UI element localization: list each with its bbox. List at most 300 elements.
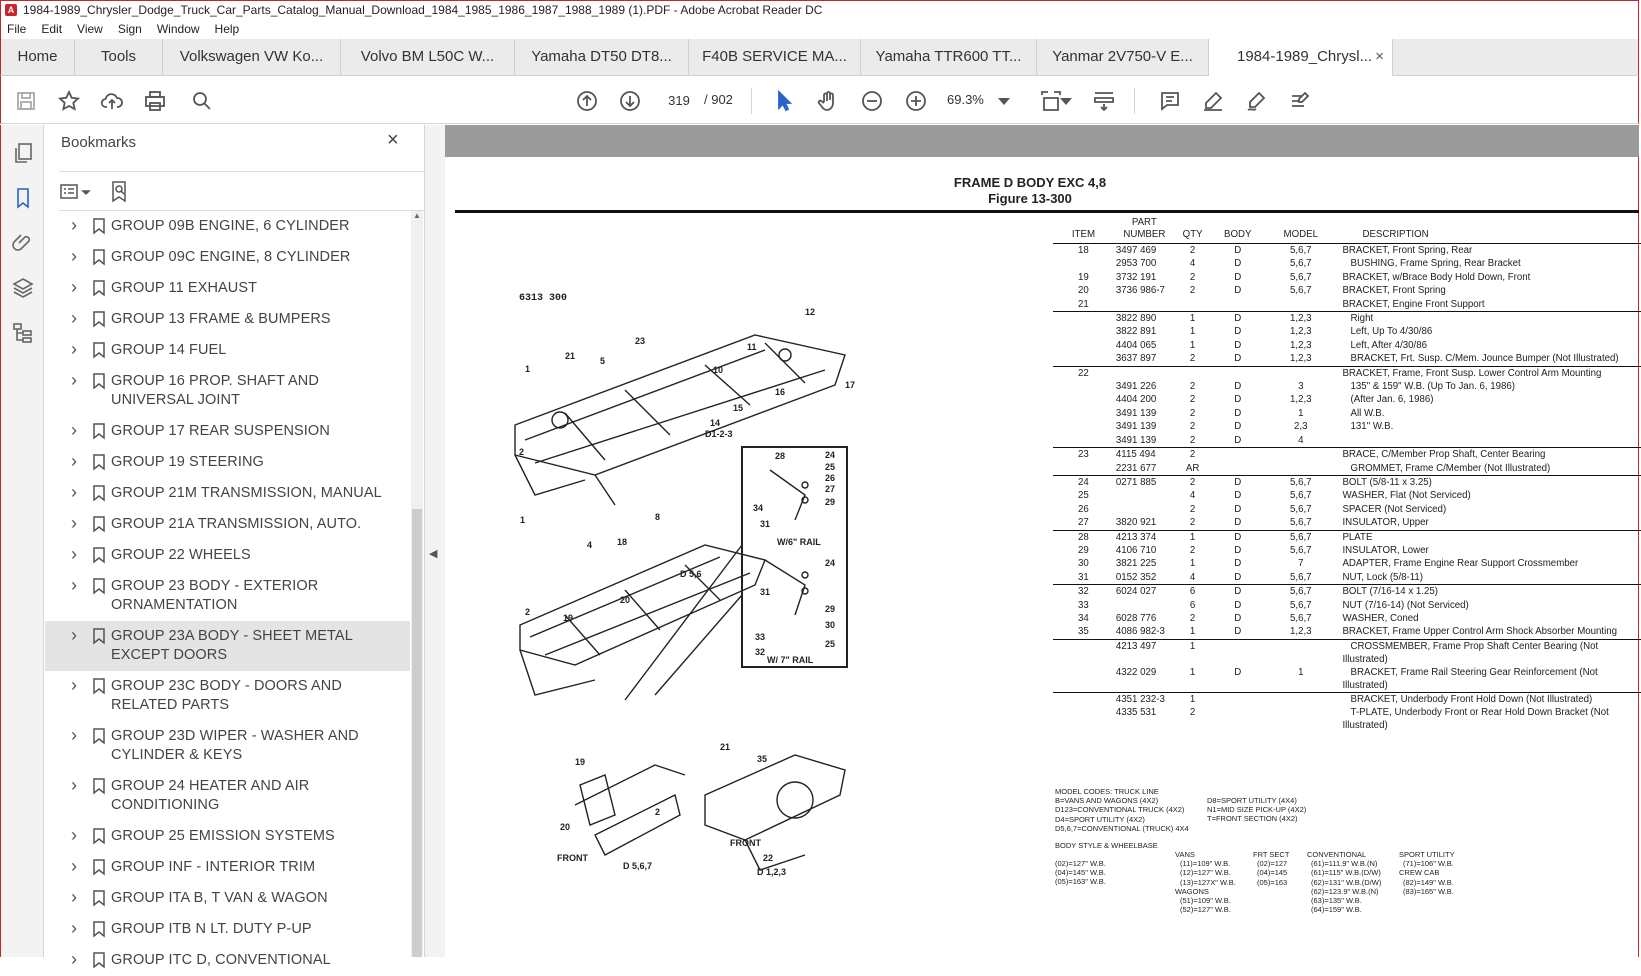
callout-17: 17 xyxy=(845,380,856,390)
cell-item xyxy=(1053,325,1114,338)
cell-model: 5,6,7 xyxy=(1289,271,1312,283)
cell-body: D xyxy=(1210,530,1265,544)
upload-cloud-icon[interactable] xyxy=(99,88,125,114)
wb-line: (04)=145" W.B. xyxy=(1055,868,1106,878)
cell-body: D xyxy=(1234,558,1242,570)
cell-item: 33 xyxy=(1078,599,1089,611)
callout-31b: 31 xyxy=(760,587,771,597)
bookmark-label: GROUP 21M TRANSMISSION, MANUAL xyxy=(111,485,382,501)
cell-item xyxy=(1053,420,1114,433)
bookmark-flag-icon xyxy=(93,890,105,906)
cell-model: 1,2,3 xyxy=(1289,326,1312,338)
table-row xyxy=(1053,434,1641,448)
bookmark-label: GROUP 23D WIPER - WASHER AND CYLINDER & KEYS xyxy=(111,728,359,763)
draw-signature-icon[interactable] xyxy=(1243,88,1269,114)
expand-chevron-icon[interactable]: › xyxy=(71,856,78,876)
callout-33: 33 xyxy=(755,632,766,642)
table-row xyxy=(1053,544,1641,557)
bookmark-flag-icon xyxy=(93,728,105,744)
fill-sign-icon[interactable] xyxy=(1287,88,1313,114)
bookmark-item[interactable] xyxy=(45,852,410,883)
parts-table xyxy=(1053,215,1641,732)
expand-chevron-icon[interactable]: › xyxy=(71,339,78,359)
wb-crew-title: CREW CAB xyxy=(1399,868,1440,878)
cell-description: Left, After 4/30/86 xyxy=(1342,339,1428,351)
table-row xyxy=(1053,366,1641,380)
cell-model: 5,6,7 xyxy=(1265,585,1336,599)
table-row xyxy=(1053,393,1641,406)
page-thumbnails-icon[interactable] xyxy=(11,141,35,165)
tab-doc-volvo[interactable]: Volvo BM L50C W... xyxy=(341,39,515,75)
callout-31: 31 xyxy=(760,519,771,529)
cell-qty: 1 xyxy=(1189,326,1196,338)
wb-line: (12)=127" W.B. xyxy=(1180,868,1231,878)
bookmark-options-menu-icon[interactable] xyxy=(59,181,93,203)
bookmark-item[interactable] xyxy=(45,211,410,242)
cell-qty: 2 xyxy=(1189,517,1196,529)
cell-body: D xyxy=(1234,599,1242,611)
cell-part-number xyxy=(1114,503,1175,516)
table-row xyxy=(1053,244,1641,258)
cell-qty: AR xyxy=(1185,462,1200,474)
frame-illustration-d56 xyxy=(520,545,765,695)
expand-chevron-icon[interactable]: › xyxy=(71,887,78,907)
wb-line: (02)=127 xyxy=(1257,859,1288,869)
bookmark-flag-icon xyxy=(93,828,105,844)
bookmark-item[interactable] xyxy=(45,771,410,821)
select-cursor-icon[interactable] xyxy=(771,88,797,114)
bookmark-flag-icon xyxy=(93,249,105,265)
cell-body: D xyxy=(1234,612,1242,624)
tab-doc-f40b[interactable]: F40B SERVICE MA... xyxy=(689,39,861,75)
cell-model: 5,6,7 xyxy=(1289,571,1312,583)
cell-model: 5,6,7 xyxy=(1289,503,1312,515)
callout-2b: 2 xyxy=(525,607,531,617)
cell-body: D xyxy=(1234,626,1242,638)
scrollbar-thumb[interactable] xyxy=(412,509,422,957)
cell-item xyxy=(1053,380,1114,393)
callout-8: 8 xyxy=(655,512,661,522)
tab-doc-chrysler-active[interactable] xyxy=(1209,39,1393,76)
menu-edit[interactable]: Edit xyxy=(41,22,63,36)
cell-part-number: 3491 139 xyxy=(1115,434,1157,446)
cell-model xyxy=(1265,462,1336,476)
bookmarks-toolbar xyxy=(59,171,429,211)
callout-10: 10 xyxy=(713,365,724,375)
table-row xyxy=(1053,325,1641,338)
cell-description: Right xyxy=(1336,312,1641,326)
callout-19b: 19 xyxy=(575,757,586,767)
cell-body xyxy=(1210,462,1265,476)
cell-description: T-PLATE, Underbody Front or Rear Hold Down Bracket (Not Illustrated) xyxy=(1342,707,1612,732)
previous-page-icon[interactable] xyxy=(574,88,600,114)
expand-chevron-icon[interactable]: › xyxy=(71,775,78,795)
cell-description: WASHER, Coned xyxy=(1342,612,1419,624)
tab-close-icon[interactable]: × xyxy=(1375,48,1384,65)
cell-body: D xyxy=(1234,490,1242,502)
cell-model xyxy=(1265,366,1336,380)
close-bookmarks-icon[interactable]: × xyxy=(387,129,399,151)
callout-35: 35 xyxy=(757,754,768,764)
tab-doc-yanmar[interactable]: Yanmar 2V750-V E... xyxy=(1037,39,1209,75)
code-line: D4=SPORT UTILITY (4X2) xyxy=(1055,814,1145,824)
bookmark-label: GROUP 14 FUEL xyxy=(111,342,227,358)
parts-table-body xyxy=(1053,244,1641,733)
collapse-arrow-icon[interactable]: ◀ xyxy=(429,548,438,560)
expand-chevron-icon[interactable]: › xyxy=(71,675,78,695)
bookmark-item[interactable] xyxy=(45,821,410,852)
bookmark-item[interactable] xyxy=(45,416,410,447)
callout-30: 30 xyxy=(825,620,836,630)
cell-item xyxy=(1053,339,1114,352)
scroll-mode-icon[interactable] xyxy=(1091,88,1117,114)
menu-bar xyxy=(0,19,1639,39)
cell-description: BRACKET, Front Spring xyxy=(1342,285,1446,297)
bookmark-item[interactable] xyxy=(45,273,410,304)
wb-line: (83)=165" W.B. xyxy=(1403,886,1454,896)
cell-body: D xyxy=(1234,353,1242,365)
bookmark-item[interactable] xyxy=(45,914,410,945)
search-icon[interactable] xyxy=(189,88,215,114)
figure-id: 6313 300 xyxy=(519,293,568,304)
cell-description: BRACKET, Engine Front Support xyxy=(1342,298,1485,310)
expand-chevron-icon[interactable]: › xyxy=(71,308,78,328)
cell-body: D xyxy=(1234,381,1242,393)
expand-chevron-icon[interactable]: › xyxy=(71,918,78,938)
cell-qty: 2 xyxy=(1189,285,1196,297)
bookmark-star-icon[interactable] xyxy=(56,88,82,114)
cell-part-number: 3822 891 xyxy=(1115,326,1157,338)
cell-description: CROSSMEMBER, Frame Prop Shaft Center Bearing (Not Illustrated) xyxy=(1336,639,1641,666)
cell-qty: 2 xyxy=(1189,707,1196,719)
zoom-in-icon[interactable] xyxy=(903,88,929,114)
bookmarks-panel-icon[interactable] xyxy=(11,186,35,210)
callout-16: 16 xyxy=(775,387,786,397)
cell-description: BRACKET, Front Spring, Rear xyxy=(1342,245,1473,256)
expand-chevron-icon[interactable]: › xyxy=(71,725,78,745)
bookmark-item[interactable] xyxy=(45,883,410,914)
cell-item xyxy=(1053,393,1114,406)
bracket-detail-d567 xyxy=(575,765,685,855)
cell-body: D xyxy=(1234,434,1242,446)
cell-item: 28 xyxy=(1053,530,1114,544)
cell-body: D xyxy=(1234,544,1242,556)
comment-icon[interactable] xyxy=(1157,88,1183,114)
cell-qty: 2 xyxy=(1189,394,1196,406)
cell-item: 29 xyxy=(1078,544,1089,556)
document-view xyxy=(445,125,1639,957)
bookmark-flag-icon xyxy=(93,485,105,501)
table-row xyxy=(1053,489,1641,502)
callout-25: 25 xyxy=(825,462,836,472)
find-bookmark-icon[interactable] xyxy=(109,180,131,204)
cell-item: 34 xyxy=(1078,612,1089,624)
highlight-pen-icon[interactable] xyxy=(1200,88,1226,114)
cell-body xyxy=(1210,639,1265,666)
print-icon[interactable] xyxy=(142,88,168,114)
cell-description: BRACKET, Underbody Front Hold Down (Not Illustrated) xyxy=(1336,692,1641,706)
table-row xyxy=(1053,516,1641,530)
table-row xyxy=(1053,612,1641,625)
expand-chevron-icon[interactable]: › xyxy=(71,451,78,471)
cell-part-number: 0152 352 xyxy=(1115,571,1157,583)
cell-part-number: 3736 986-7 xyxy=(1115,285,1165,297)
bookmark-label: GROUP 19 STEERING xyxy=(111,454,264,470)
bookmark-item[interactable] xyxy=(45,335,410,366)
toolbar-divider xyxy=(751,88,752,114)
cell-part-number: 4106 710 xyxy=(1115,544,1157,556)
table-row xyxy=(1053,284,1641,297)
expand-chevron-icon[interactable]: › xyxy=(71,949,78,969)
cell-model xyxy=(1265,706,1336,732)
expand-chevron-icon[interactable]: › xyxy=(71,246,78,266)
window-title-bar xyxy=(0,0,1639,19)
wb-line: (05)=163 xyxy=(1257,877,1288,887)
cell-qty: 2 xyxy=(1175,448,1211,462)
menu-help[interactable]: Help xyxy=(214,22,240,36)
callout-34: 34 xyxy=(753,503,764,513)
wb-line: (64)=159" W.B. xyxy=(1311,905,1362,915)
expand-chevron-icon[interactable]: › xyxy=(71,625,78,645)
attachments-icon[interactable] xyxy=(11,231,35,255)
menu-file[interactable]: File xyxy=(7,22,27,36)
bracket-detail-d123 xyxy=(705,755,845,870)
callout-1: 1 xyxy=(525,364,531,374)
cell-part-number: 3497 469 xyxy=(1115,245,1157,256)
cell-description: BRACKET, Frame, Front Susp. Lower Control Arm Mounting xyxy=(1336,366,1641,380)
cell-qty: 4 xyxy=(1189,490,1196,502)
expand-chevron-icon[interactable]: › xyxy=(71,370,78,390)
expand-chevron-icon[interactable]: › xyxy=(71,277,78,297)
table-row xyxy=(1053,475,1641,489)
table-row xyxy=(1053,557,1641,570)
callout-18: 18 xyxy=(617,537,628,547)
callout-22: 22 xyxy=(763,853,774,863)
cell-qty: 1 xyxy=(1175,639,1211,666)
save-icon[interactable] xyxy=(13,88,39,114)
bookmark-item[interactable] xyxy=(45,242,410,273)
bookmark-flag-icon xyxy=(93,952,105,968)
tab-doc-volkswagen[interactable]: Volkswagen VW Ko... xyxy=(163,39,341,75)
bookmark-flag-icon xyxy=(93,778,105,794)
expand-chevron-icon[interactable]: › xyxy=(71,825,78,845)
hand-tool-icon[interactable] xyxy=(815,88,841,114)
label-d56: D 5,6 xyxy=(680,569,702,579)
table-row xyxy=(1053,585,1641,599)
bookmark-item[interactable] xyxy=(45,945,410,976)
cell-body: D xyxy=(1234,517,1242,529)
bookmark-item[interactable] xyxy=(45,509,410,540)
tab-doc-yamaha-ttr600[interactable]: Yamaha TTR600 TT... xyxy=(861,39,1037,75)
cell-body: D xyxy=(1234,258,1242,270)
bookmarks-panel xyxy=(45,125,425,969)
cell-qty: 1 xyxy=(1189,558,1196,570)
cell-body xyxy=(1210,448,1265,462)
cell-model: 1 xyxy=(1298,666,1304,678)
cell-model: 5,6,7 xyxy=(1289,285,1312,297)
callout-21: 21 xyxy=(565,351,576,361)
cell-part-number: 4404 065 xyxy=(1115,339,1157,351)
page-number-input[interactable]: 319 xyxy=(657,88,701,112)
cell-body xyxy=(1210,366,1265,380)
bookmark-label: GROUP INF - INTERIOR TRIM xyxy=(111,859,316,875)
bookmark-flag-icon xyxy=(93,921,105,937)
menu-view[interactable]: View xyxy=(77,22,103,36)
wb-line: (05)=163" W.B. xyxy=(1055,877,1106,887)
col-description: DESCRIPTION xyxy=(1336,215,1641,244)
cell-part-number: 3820 921 xyxy=(1115,517,1157,529)
code-line: B=VANS AND WAGONS (4X2) xyxy=(1055,796,1159,806)
label-front2: FRONT xyxy=(730,838,761,848)
callout-25b: 25 xyxy=(825,639,836,649)
code-line: D123=CONVENTIONAL TRUCK (4X2) xyxy=(1055,805,1185,815)
wb-line: (71)=106" W.B. xyxy=(1403,859,1454,869)
callout-23: 23 xyxy=(635,336,646,346)
wb-frt-title: FRT SECT xyxy=(1253,850,1290,859)
wb-line: (82)=149" W.B. xyxy=(1403,877,1454,887)
bookmark-item[interactable] xyxy=(45,540,410,571)
wb-conv-title: CONVENTIONAL xyxy=(1307,850,1367,859)
bookmark-item[interactable] xyxy=(45,366,410,416)
bookmarks-scrollbar[interactable] xyxy=(411,211,423,957)
cell-model: 2,3 xyxy=(1294,421,1308,433)
col-item: ITEM xyxy=(1053,215,1114,244)
table-row xyxy=(1053,312,1641,326)
zoom-level-select[interactable]: 69.3% xyxy=(947,92,984,107)
wb-sport-utility xyxy=(1399,850,1499,896)
content-structure-icon[interactable] xyxy=(11,321,35,345)
cell-description: NUT, Lock (5/8-11) xyxy=(1342,571,1424,583)
expand-chevron-icon[interactable]: › xyxy=(71,420,78,440)
cell-part-number: 6028 776 xyxy=(1115,612,1157,624)
scroll-up-icon[interactable]: ▲ xyxy=(413,211,421,220)
cell-model: 5,6,7 xyxy=(1289,490,1312,502)
fit-dropdown-chevron-icon[interactable] xyxy=(1059,88,1073,114)
bookmark-item[interactable] xyxy=(45,671,410,721)
cell-qty: 2 xyxy=(1189,544,1196,556)
cell-body: D xyxy=(1234,271,1242,283)
bookmark-flag-icon xyxy=(93,280,105,296)
collapse-panel-handle[interactable] xyxy=(425,125,445,957)
expand-chevron-icon[interactable]: › xyxy=(71,513,78,533)
callout-28: 28 xyxy=(775,451,786,461)
cell-part-number: 3732 191 xyxy=(1115,271,1157,283)
cell-body: D xyxy=(1210,475,1265,489)
cell-description: BRACKET, Frame Rail Steering Gear Reinforcement (Not Illustrated) xyxy=(1342,666,1601,691)
cell-description: SPACER (Not Serviced) xyxy=(1342,503,1447,515)
bookmark-list xyxy=(45,211,410,969)
cell-item: 19 xyxy=(1078,271,1089,283)
bookmark-flag-icon xyxy=(93,678,105,694)
label-rail6: W/6" RAIL xyxy=(777,537,821,547)
cell-item: 18 xyxy=(1078,245,1089,256)
table-row xyxy=(1053,692,1641,706)
table-row xyxy=(1053,462,1641,476)
cell-description: BRACKET, Frt. Susp. C/Mem. Jounce Bumper (Not Illustrated) xyxy=(1342,353,1619,365)
cell-qty: 2 xyxy=(1189,421,1196,433)
menu-sign[interactable]: Sign xyxy=(117,22,142,36)
cell-qty: 1 xyxy=(1189,666,1196,678)
expand-chevron-icon[interactable]: › xyxy=(71,482,78,502)
cell-part-number: 4351 232-3 xyxy=(1114,692,1175,706)
callout-20b: 20 xyxy=(560,822,571,832)
table-row xyxy=(1053,352,1641,366)
bookmark-item[interactable] xyxy=(45,304,410,335)
cell-description: PLATE xyxy=(1336,530,1641,544)
bookmark-label: GROUP ITA B, T VAN & WAGON xyxy=(111,890,328,906)
bookmark-item[interactable] xyxy=(45,721,410,771)
cell-item xyxy=(1053,639,1114,666)
cell-part-number: 3821 225 xyxy=(1115,558,1157,570)
cell-description: BOLT (5/8-11 x 3.25) xyxy=(1336,475,1641,489)
tab-home[interactable]: Home xyxy=(1,39,75,75)
bookmark-label: GROUP 25 EMISSION SYSTEMS xyxy=(111,828,335,844)
col-qty: QTY xyxy=(1175,215,1211,244)
toolbar-divider xyxy=(1134,88,1135,114)
cell-body xyxy=(1210,706,1265,732)
bookmark-item[interactable] xyxy=(45,478,410,509)
callout-12: 12 xyxy=(805,307,816,317)
wb-sport-title: SPORT UTILITY xyxy=(1399,850,1455,859)
bookmark-label: GROUP 09C ENGINE, 8 CYLINDER xyxy=(111,249,351,265)
next-page-icon[interactable] xyxy=(617,88,643,114)
bookmark-flag-icon xyxy=(93,859,105,875)
expand-chevron-icon[interactable]: › xyxy=(71,575,78,595)
layers-icon[interactable] xyxy=(11,276,35,300)
tab-doc-yamaha-dt50[interactable]: Yamaha DT50 DT8... xyxy=(515,39,689,75)
tab-tools[interactable]: Tools xyxy=(75,39,163,75)
table-row xyxy=(1053,706,1641,732)
table-row xyxy=(1053,666,1641,693)
bookmark-item[interactable] xyxy=(45,571,410,621)
cell-description: BRACKET, w/Brace Body Hold Down, Front xyxy=(1342,271,1531,283)
cell-model: 1,2,3 xyxy=(1289,394,1312,406)
table-row xyxy=(1053,257,1641,270)
cell-body: D xyxy=(1234,394,1242,406)
bookmark-label: GROUP 22 WHEELS xyxy=(111,547,251,563)
table-row xyxy=(1053,625,1641,639)
expand-chevron-icon[interactable]: › xyxy=(71,544,78,564)
callout-24: 24 xyxy=(825,450,836,460)
codes-left xyxy=(1055,787,1215,833)
bookmark-item[interactable] xyxy=(45,621,410,671)
cell-item: 24 xyxy=(1053,475,1114,489)
cell-description: INSULATOR, Lower xyxy=(1342,544,1429,556)
bookmark-label: GROUP 24 HEATER AND AIR CONDITIONING xyxy=(111,778,310,813)
cell-description: All W.B. xyxy=(1342,407,1385,419)
cell-qty: 2 xyxy=(1189,381,1196,393)
cell-item: 26 xyxy=(1078,503,1089,515)
cell-body xyxy=(1210,298,1265,312)
col-part-number: PART NUMBER xyxy=(1114,215,1175,244)
expand-chevron-icon[interactable]: › xyxy=(71,215,78,235)
code-line: D8=SPORT UTILITY (4X4) xyxy=(1207,796,1297,805)
bookmark-flag-icon xyxy=(93,218,105,234)
cell-item xyxy=(1053,462,1114,476)
zoom-dropdown-chevron-icon[interactable] xyxy=(997,88,1011,114)
table-row xyxy=(1053,503,1641,516)
bookmark-item[interactable] xyxy=(45,447,410,478)
cell-model: 5,6,7 xyxy=(1265,530,1336,544)
bookmark-label: GROUP 11 EXHAUST xyxy=(111,280,258,296)
menu-window[interactable]: Window xyxy=(156,22,200,36)
left-navigation-rail xyxy=(0,125,44,957)
cell-body: D xyxy=(1210,585,1265,599)
wb-wagons-title: WAGONS xyxy=(1175,886,1209,896)
bookmark-flag-icon xyxy=(93,628,105,644)
label-d123b: D 1,2,3 xyxy=(757,867,787,877)
zoom-out-icon[interactable] xyxy=(859,88,885,114)
